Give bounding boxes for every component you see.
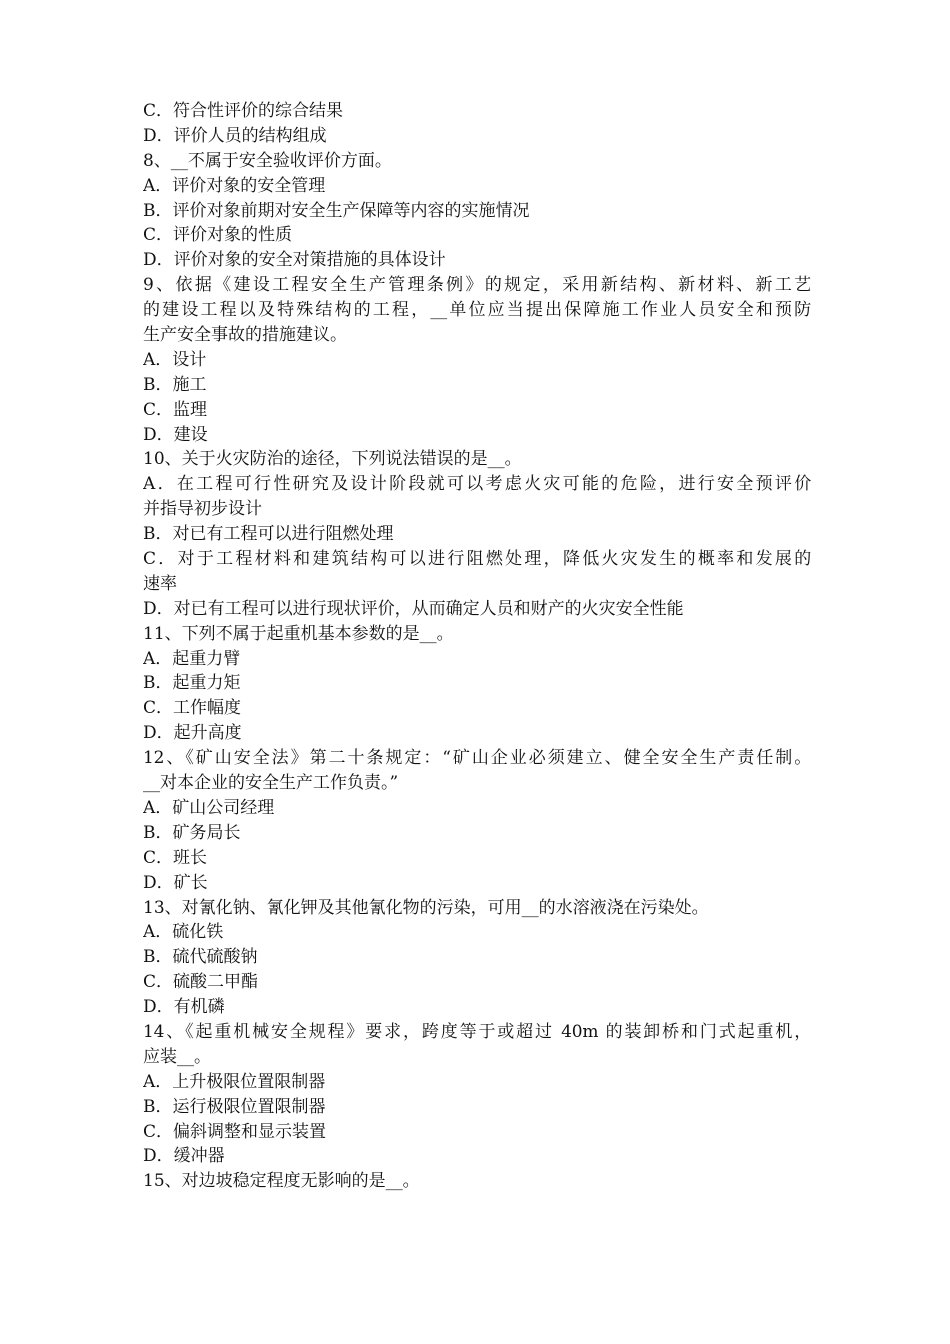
question-9-continued: 的建设工程以及特殊结构的工程，__单位应当提出保障施工作业人员安全和预防 <box>143 300 811 321</box>
option-d: D．起升高度 <box>143 723 242 744</box>
option-c: C．硫酸二甲酯 <box>143 972 259 993</box>
question-8: 8、__不属于安全验收评价方面。 <box>143 150 392 171</box>
question-15: 15、对边坡稳定程度无影响的是__。 <box>143 1171 420 1192</box>
question-text <box>143 99 811 1194</box>
option-c: C．工作幅度 <box>143 698 242 719</box>
option-c: C．班长 <box>143 847 208 868</box>
option-b: B．矿务局长 <box>143 822 241 843</box>
option-c: C．对于工程材料和建筑结构可以进行阻燃处理，降低火灾发生的概率和发展的 <box>143 549 811 570</box>
option-d: D．对已有工程可以进行现状评价，从而确定人员和财产的火灾安全性能 <box>143 598 684 619</box>
option-c: C．监理 <box>143 399 208 420</box>
option-a: A．设计 <box>143 349 207 370</box>
question-12-continued: __对本企业的安全生产工作负责。” <box>143 773 399 794</box>
option-d: D．建设 <box>143 424 208 445</box>
option-c: C．符合性评价的综合结果 <box>143 101 344 121</box>
option-a: A．起重力臂 <box>143 648 241 669</box>
option-c: C．偏斜调整和显示装置 <box>143 1121 327 1142</box>
option-d: D．评价对象的安全对策措施的具体设计 <box>143 250 446 271</box>
option-b: B．运行极限位置限制器 <box>143 1096 326 1117</box>
question-9-continued: 生产安全事故的措施建议。 <box>143 325 347 346</box>
option-d: D．有机磷 <box>143 997 225 1018</box>
question-14: 14、《起重机械安全规程》要求，跨度等于或超过 40m 的装卸桥和门式起重机， <box>143 1021 811 1042</box>
option-d: D．缓冲器 <box>143 1146 225 1167</box>
question-10: 10、关于火灾防治的途径，下列说法错误的是__。 <box>143 449 522 470</box>
option-b: B．硫代硫酸钠 <box>143 947 258 968</box>
option-d: D．评价人员的结构组成 <box>143 125 327 146</box>
option-a: A．在工程可行性研究及设计阶段就可以考虑火灾可能的危险，进行安全预评价 <box>143 474 811 495</box>
option-b: B．对已有工程可以进行阻燃处理 <box>143 524 394 545</box>
option-b: B．评价对象前期对安全生产保障等内容的实施情况 <box>143 200 530 221</box>
option-a: A．矿山公司经理 <box>143 797 275 818</box>
option-a: A．评价对象的安全管理 <box>143 175 326 196</box>
option-a: A．上升极限位置限制器 <box>143 1071 326 1092</box>
option-a: A．硫化铁 <box>143 922 224 943</box>
question-11: 11、下列不属于起重机基本参数的是__。 <box>143 623 454 644</box>
question-12: 12、《矿山安全法》第二十条规定：“矿山企业必须建立、健全安全生产责任制。 <box>143 748 811 769</box>
option-b: B．起重力矩 <box>143 673 241 694</box>
question-13: 13、对氰化钠、氰化钾及其他氰化物的污染，可用__的水溶液浇在污染处。 <box>143 897 709 918</box>
option-c-continued: 速率 <box>143 573 177 594</box>
option-d: D．矿长 <box>143 872 208 893</box>
option-c: C．评价对象的性质 <box>143 225 293 246</box>
option-b: B．施工 <box>143 374 207 395</box>
option-a-continued: 并指导初步设计 <box>143 499 262 520</box>
question-14-continued: 应装__。 <box>143 1046 211 1067</box>
question-9: 9、依据《建设工程安全生产管理条例》的规定，采用新结构、新材料、新工艺 <box>143 275 811 296</box>
